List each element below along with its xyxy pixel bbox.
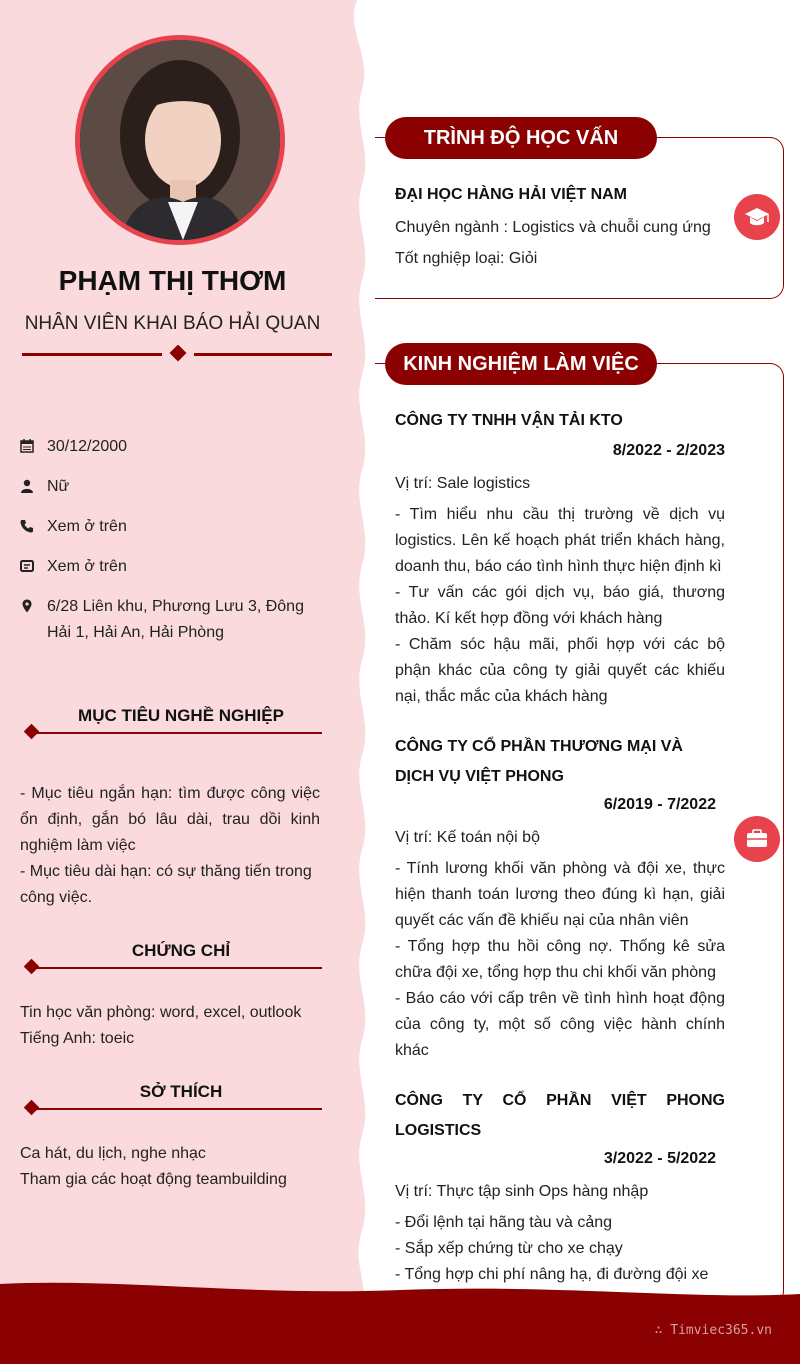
job-position: Vị trí: Sale logistics [395,475,531,492]
phone-icon [20,519,34,533]
contact-gender [20,474,320,500]
job-position: Vị trí: Kế toán nội bộ [395,829,540,846]
contact-birthday [20,434,320,460]
contact-text: Xem ở trên [47,518,127,535]
email-icon [20,559,34,573]
job-position: Vị trí: Thực tập sinh Ops hàng nhập [395,1183,649,1200]
job-period: 3/2022 - 5/2022 [603,1150,716,1167]
job-period: 6/2019 - 7/2022 [603,796,716,813]
heading-text: MỤC TIÊU NGHỀ NGHIỆP [78,706,284,725]
job-title: NHÂN VIÊN KHAI BÁO HẢI QUAN [24,313,321,334]
contact-text: 30/12/2000 [47,438,128,455]
job-company: CÔNG TY TNHH VẬN TẢI KTO [395,412,623,429]
job-duty: - Chăm sóc hậu mãi, phối hợp với các bộ phận khác của công ty giải quyết các khiếu nại, thắc mắc của khách hàng [395,636,725,705]
contact-text: Nữ [47,478,70,495]
contact-text: 6/28 Liên khu, Phương Lưu 3, Đông Hải 1, Hải An, Hải Phòng [47,598,304,641]
candidate-name: PHẠM THỊ THƠM [58,265,287,296]
education-grade: Tốt nghiệp loại: Giỏi [395,250,538,267]
heading-text: CHỨNG CHỈ [131,941,231,960]
briefcase-icon [734,816,780,862]
certificate-item: Tiếng Anh: toeic [20,1030,135,1047]
heading-line [32,732,322,734]
job-duty: - Sắp xếp chứng từ cho xe chạy [395,1240,623,1257]
heading-line [32,967,322,969]
job-duty: - Tổng hợp chi phí nâng hạ, đi đường đội xe [395,1266,709,1283]
footer-brand[interactable]: ∴ Timviec365.vn [654,1323,772,1338]
job-period: 8/2022 - 2/2023 [612,442,725,459]
user-icon [20,479,34,493]
job-duty: - Đổi lệnh tại hãng tàu và cảng [395,1214,613,1231]
job-duty: - Tìm hiểu nhu cầu thị trường về dịch vụ logistics. Lên kế hoạch phát triển khách hàng, doanh thu, báo cáo tình hình thực hiện định kì [395,506,725,575]
hobby-item: Ca hát, du lịch, nghe nhạc [20,1145,206,1162]
education-major: Chuyên ngành : Logistics và chuỗi cung ứng [395,219,711,236]
contact-address [20,594,320,646]
education-heading: TRÌNH ĐỘ HỌC VẤN [385,117,657,159]
job-duty: - Tư vấn các gói dịch vụ, báo giá, thương thảo. Kí kết hợp đồng với khách hàng [395,584,725,627]
contact-phone [20,514,320,540]
job-duty: - Báo cáo với cấp trên về tình hình hoạt động của công ty, một số công việc hành chính khác [395,990,725,1059]
contact-text: Xem ở trên [47,558,127,575]
hobbies-heading [20,1082,322,1116]
experience-icon-badge [734,816,780,862]
calendar-icon [20,439,34,453]
name-divider [22,345,332,365]
portrait-illustration [80,40,280,240]
certificate-item: Tin học văn phòng: word, excel, outlook [20,1004,302,1021]
experience-heading: KINH NGHIỆM LÀM VIỆC [385,343,657,385]
job-duty: - Tính lương khối văn phòng và đội xe, thực hiện thanh toán lương theo đúng kì hạn, giải quyết các vấn đề khiếu nại của nhân viên [395,860,725,929]
job-company: CÔNG TY CỔ PHẦN VIỆT PHONG LOGISTICS [395,1092,725,1139]
objective-short-term: - Mục tiêu ngắn hạn: tìm được công việc ổn định, gắn bó lâu dài, trau dồi kinh nghiệm làm việc [20,785,320,854]
avatar [75,35,285,245]
heading-text: SỞ THÍCH [139,1082,223,1101]
heading-line [32,1108,322,1110]
objective-long-term: - Mục tiêu dài hạn: có sự thăng tiến trong công việc. [20,863,312,906]
education-school: ĐẠI HỌC HÀNG HẢI VIỆT NAM [395,186,627,203]
certificates-heading [20,941,322,975]
graduation-cap-icon [734,194,780,240]
objective-heading [20,706,322,740]
job-company: CÔNG TY CỔ PHẦN THƯƠNG MẠI VÀ DỊCH VỤ VIỆT PHONG [395,738,683,785]
hobby-item: Tham gia các hoạt động teambuilding [20,1171,287,1188]
job-duty: - Tổng hợp thu hồi công nợ. Thống kê sửa chữa đội xe, tổng hợp thu chi khối văn phòng [395,938,725,981]
contact-email [20,554,320,580]
education-icon-badge [734,194,780,240]
location-icon [20,599,34,613]
